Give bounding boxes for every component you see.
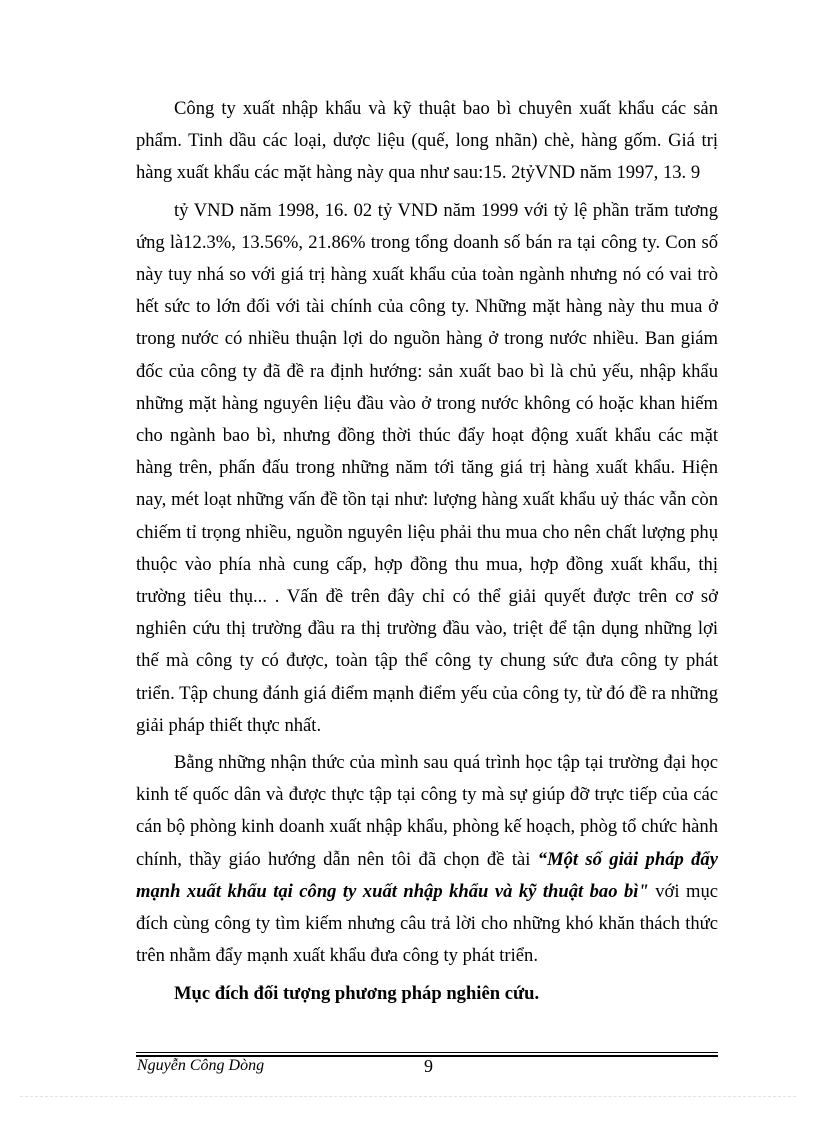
footer-author: Nguyễn Công Dòng xyxy=(137,1057,265,1074)
paragraph-3-end: với mục đích cùng công ty tìm kiếm nhưng câu trả lời cho những khó khăn thách thức trên nhằm đẩy mạnh xuất khẩu đưa công ty phát triển. xyxy=(136,880,718,967)
body-text xyxy=(136,93,718,972)
paragraph-1: Công ty xuất nhập khẩu và kỹ thuật bao bì chuyên xuất khẩu các sản phẩm. Tinh dầu các loại, dược liệu (quế, long nhãn) chè, hàng gốm. Giá trị hàng xuất khẩu các mặt hàng này qua như sau:15. 2tỷVND năm 1997, 13. 9 xyxy=(136,98,718,184)
section-heading: Mục đích đối tượng phương pháp nghiên cứu. xyxy=(174,983,540,1004)
footer-rule-thin xyxy=(136,1052,718,1053)
thesis-title: “Một số giải pháp đẩy mạnh xuất khẩu tại công ty xuất nhập khẩu và kỹ thuật bao bì" xyxy=(136,848,718,902)
paragraph-2: tỷ VND năm 1998, 16. 02 tỷ VND năm 1999 với tỷ lệ phần trăm tương ứng là12.3%, 13.56%, 21.86% trong tổng doanh số bán ra tại công ty. Con số này tuy nhá so với giá trị hàng xuất khẩu của toàn ngành nhưng nó có vai trò hết sức to lớn đối với tài chính của công ty. Những mặt hàng này thu mua ở trong nước có nhiều thuận lợi do nguồn hàng ở trong nước nhiều. Ban giám đốc của công ty đã đề ra định hướng: sản xuất bao bì là chủ yếu, nhập khẩu những mặt hàng nguyên liệu đầu vào ở trong nước không có hoặc khan hiếm cho ngành bao bì, nhưng đồng thời thúc đẩy hoạt động xuất khẩu các mặt hàng trên, phấn đấu trong những năm tới tăng giá trị hàng xuất khẩu. Hiện nay, mét loạt những vấn đề tồn tại như: lượng hàng xuất khẩu uỷ thác vẫn còn chiếm tỉ trọng nhiều, nguồn nguyên liệu phải thu mua cho nên chất lượng phụ thuộc vào phía nhà cung cấp, hợp đồng thu mua, hợp đồng xuất khẩu, thị trường tiêu thụ... . Vấn đề trên đây chỉ có thể giải quyết được trên cơ sở nghiên cứu thị trường đầu ra thị trường đầu vào, triệt để tận dụng những lợi thế mà công ty có được, toàn tập thể công ty chung sức đưa công ty phát triển. Tập chung đánh giá điểm mạnh điểm yếu của công ty, từ đó đề ra những giải pháp thiết thực nhất. xyxy=(136,199,718,736)
paragraph-3 xyxy=(136,747,718,972)
page-boundary xyxy=(20,1096,796,1097)
paragraph-3-text: Bằng những nhận thức của mình sau quá trình học tập tại trường đại học kinh tế quốc dân và được thực tập tại công ty mà sự giúp đỡ trực tiếp của các cán bộ phòng kinh doanh xuất nhập khẩu, phòng kế hoạch, phòg tổ chức hành chính, thầy giáo hướng dẫn nên tôi đã chọn đề tài xyxy=(136,752,718,870)
page-number: 9 xyxy=(424,1056,433,1076)
